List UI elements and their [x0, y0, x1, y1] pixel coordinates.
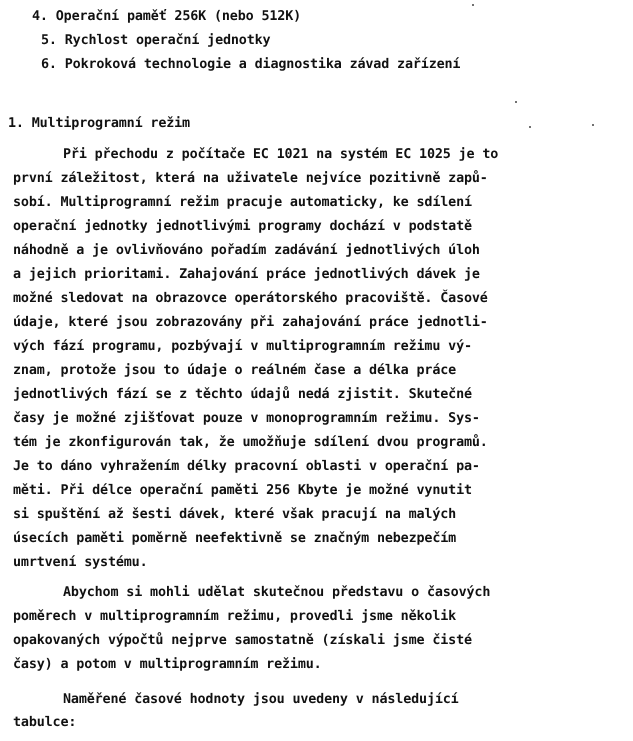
paragraph-line: opakovaných výpočtů nejprve samostatně (získali jsme čisté [13, 633, 472, 648]
paragraph-line: a jejich prioritami. Zahajování práce jednotlivých dávek je [13, 267, 480, 282]
paragraph-line: tabulce: [13, 715, 77, 730]
paragraph-line: měti. Při délce operační paměti 256 Kbyte je možné vynutit [13, 483, 472, 498]
paragraph-line: poměrech v multiprogramním režimu, provedli jsme několik [13, 609, 457, 624]
scan-speck [472, 4, 474, 6]
paragraph-line: si spuštění až šesti dávek, které však pracují na malých [13, 507, 457, 522]
paragraph-line: sobí. Multiprogramní režim pracuje automaticky, ke sdílení [13, 195, 472, 210]
list-text: Rychlost operační jednotky [64, 33, 271, 48]
paragraph-line: jednotlivých fází se z těchto údajů nedá zjistit. Skutečné [13, 387, 472, 402]
paragraph-line: Naměřené časové hodnoty jsou uvedeny v následující [63, 692, 459, 707]
list-text: Pokroková technologie a diagnostika závad zařízení [64, 57, 461, 72]
list-item-5 [41, 29, 270, 53]
paragraph-line: znam, protože jsou to údaje o reálném čase a délka práce [13, 363, 457, 378]
list-number: 5. [41, 33, 57, 48]
paragraph-line: Abychom si mohli udělat skutečnou představu o časových [63, 585, 491, 600]
paragraph-line: Při přechodu z počítače EC 1021 na systém EC 1025 je to [63, 147, 499, 162]
scan-speck [529, 126, 531, 128]
list-item-6 [41, 53, 460, 77]
paragraph-line: vých fází programu, pozbývají v multiprogramním režimu vý- [13, 339, 472, 354]
list-item-4 [32, 5, 301, 29]
paragraph-line: časy) a potom v multiprogramním režimu. [13, 657, 322, 672]
paragraph-line: údaje, které jsou zobrazovány při zahajování práce jednotli- [13, 315, 488, 330]
paragraph-line: časy je možné zjišťovat pouze v monoprogramním režimu. Sys- [13, 411, 480, 426]
paragraph-line: umrtvení systému. [13, 555, 148, 570]
paragraph-line: Je to dáno vyhražením délky pracovní oblasti v operační pa- [13, 459, 480, 474]
paragraph-line: operační jednotky jednotlivými programy dochází v podstatě [13, 219, 472, 234]
list-number: 4. [32, 9, 48, 24]
list-number: 6. [41, 57, 57, 72]
scan-speck [515, 101, 517, 103]
list-text: Operační paměť 256K (nebo 512K) [55, 9, 302, 24]
scan-speck [592, 124, 594, 126]
section-heading: 1. Multiprogramní režim [8, 116, 190, 131]
paragraph-line: první záležitost, která na uživatele nejvíce pozitivně zapů- [13, 171, 488, 186]
paragraph-line: úsecích paměti poměrně neefektivně se značným nebezpečím [13, 531, 457, 546]
paragraph-line: náhodně a je ovlivňováno pořadím zadávání jednotlivých úloh [13, 243, 480, 258]
paragraph-line: možné sledovat na obrazovce operátorského pracoviště. Časové [13, 291, 488, 306]
paragraph-line: tém je zkonfigurován tak, že umožňuje sdílení dvou programů. [13, 435, 488, 450]
